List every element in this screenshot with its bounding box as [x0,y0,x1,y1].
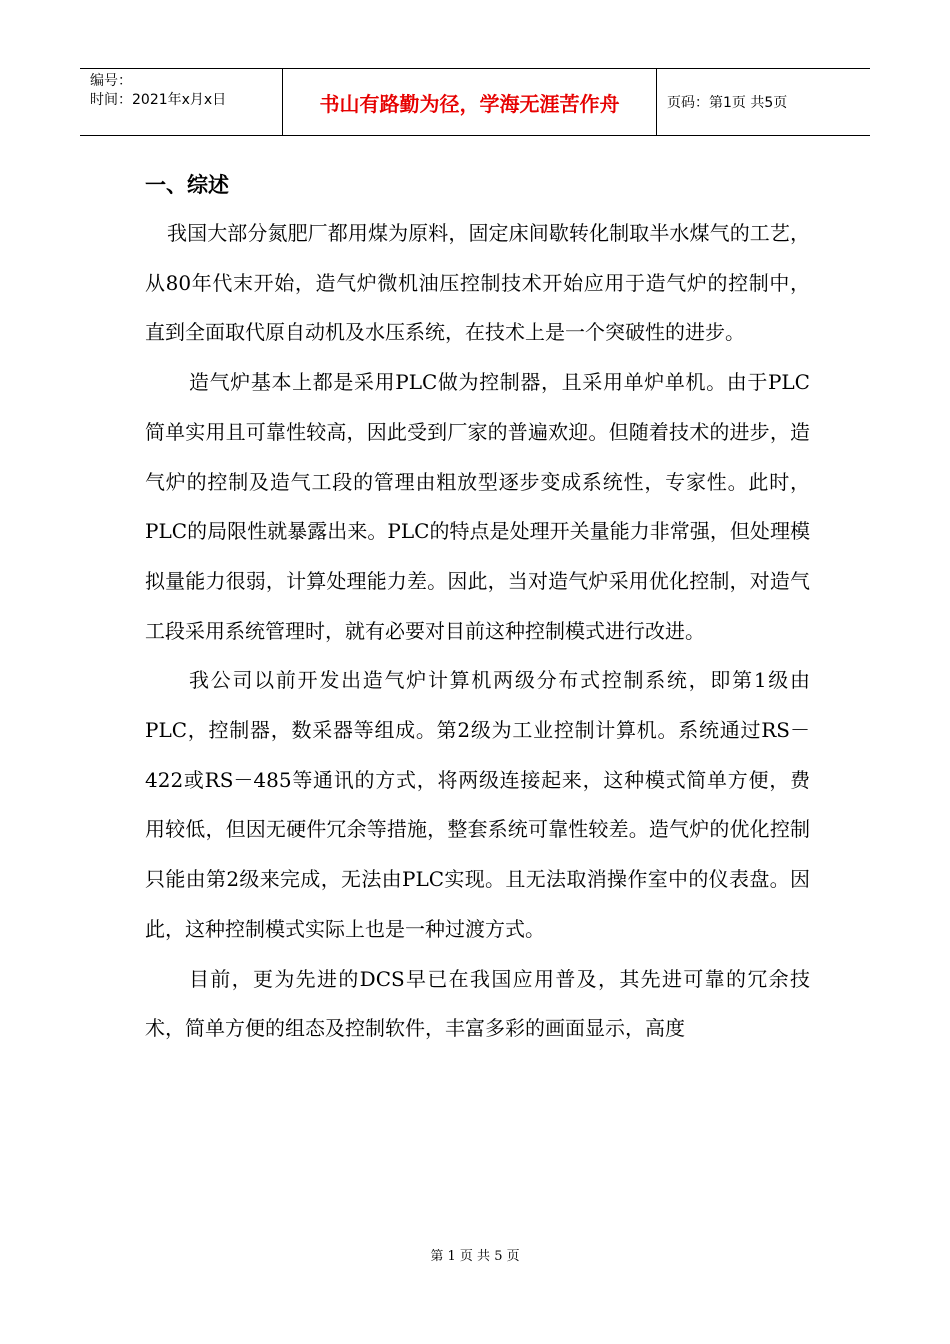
header-page-info: 页码：第1页 共5页 [667,95,788,111]
paragraph: 造气炉基本上都是采用PLC做为控制器，且采用单炉单机。由于PLC简单实用且可靠性较高，因此受到厂家的普遍欢迎。但随着技术的进步，造气炉的控制及造气工段的管理由粗放型逐步变成系统性，专家性。此时，PLC的局限性就暴露出来。PLC的特点是处理开关量能力非常强，但处理模拟量能力很弱，计算处理能力差。因此，当对造气炉采用优化控制，对造气工段采用系统管理时，就有必要对目前这种控制模式进行改进。 [145,370,810,643]
section-heading: 一、综述 [145,172,229,197]
date-label: 时间：2021年x月x日 [90,92,227,108]
paragraph: 我公司以前开发出造气炉计算机两级分布式控制系统，即第1级由PLC，控制器，数采器等组成。第2级为工业控制计算机。系统通过RS－422或RS－485等通讯的方式，将两级连接起来，这种模式简单方便，费用较低，但因无硬件冗余等措施，整套系统可靠性较差。造气炉的优化控制只能由第2级来完成，无法由PLC实现。且无法取消操作室中的仪表盘。因此，这种控制模式实际上也是一种过渡方式。 [145,668,810,941]
header-meta [80,69,283,135]
paragraph: 我国大部分氮肥厂都用煤为原料，固定床间歇转化制取半水煤气的工艺，从80年代末开始，造气炉微机油压控制技术开始应用于造气炉的控制中，直到全面取代原自动机及水压系统，在技术上是一个突破性的进步。 [145,221,810,345]
document-body [145,165,810,1054]
header-motto: 书山有路勤为径，学海无涯苦作舟 [283,69,657,135]
document-header [80,68,870,136]
paragraph: 目前，更为先进的DCS早已在我国应用普及，其先进可靠的冗余技术，简单方便的组态及控制软件，丰富多彩的画面显示，高度 [145,966,810,1041]
serial-number-label: 编号： [90,73,132,89]
page-footer: 第 1 页 共 5 页 [430,1249,520,1264]
